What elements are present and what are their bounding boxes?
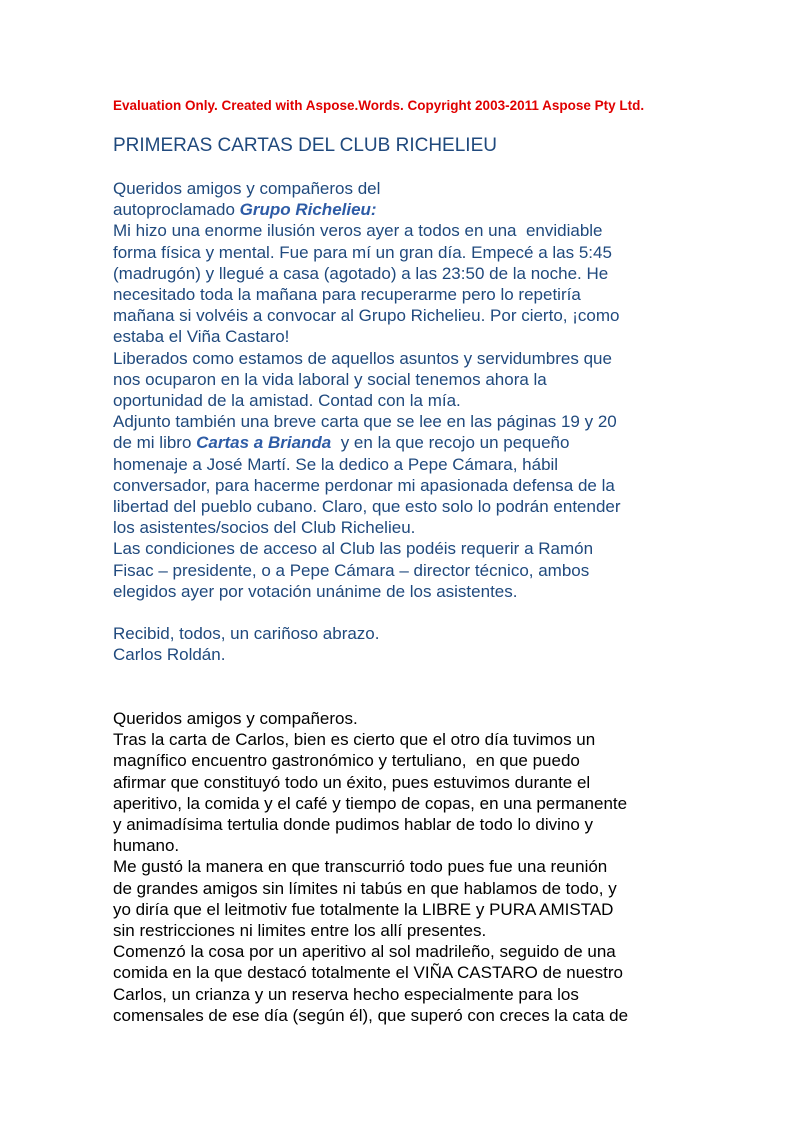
text-line: comida en la que destacó totalmente el VIÑA CASTARO de nuestro xyxy=(113,963,623,983)
text-line: Carlos, un crianza y un reserva hecho especialmente para los xyxy=(113,984,579,1004)
line-suffix: y en la que recojo un pequeño xyxy=(331,433,570,453)
text-line: conversador, para hacerme perdonar mi apasionada defensa de la xyxy=(113,475,615,495)
grupo-richelieu-emphasis: Grupo Richelieu: xyxy=(239,200,377,220)
text-line: Mi hizo una enorme ilusión veros ayer a todos en una envidiable xyxy=(113,221,603,241)
text-line: Recibid, todos, un cariñoso abrazo. xyxy=(113,624,380,644)
text-line: Comenzó la cosa por un aperitivo al sol madrileño, seguido de una xyxy=(113,942,616,962)
text-line xyxy=(113,199,723,220)
text-line: de grandes amigos sin límites ni tabús en que hablamos de todo, y xyxy=(113,878,617,898)
text-line: Fisac – presidente, o a Pepe Cámara – director técnico, ambos xyxy=(113,560,590,580)
text-line: magnífico encuentro gastronómico y tertuliano, en que puedo xyxy=(113,751,580,771)
text-line: Adjunto también una breve carta que se lee en las páginas 19 y 20 xyxy=(113,412,617,432)
letter-1-closing xyxy=(113,623,723,665)
letter-1-body-continued xyxy=(113,454,723,602)
text-line: (madrugón) y llegué a casa (agotado) a las 23:50 de la noche. He xyxy=(113,263,609,283)
blank-line xyxy=(113,666,723,687)
letter-1-opening xyxy=(113,178,723,199)
text-line: Liberados como estamos de aquellos asuntos y servidumbres que xyxy=(113,348,612,368)
text-line: estaba el Viña Castaro! xyxy=(113,327,290,347)
text-line: oportunidad de la amistad. Contad con la mía. xyxy=(113,391,461,411)
text-line: Me gustó la manera en que transcurrió todo pues fue una reunión xyxy=(113,857,608,877)
letter-1-body xyxy=(113,220,723,432)
text-line: comensales de ese día (según él), que superó con creces la cata de xyxy=(113,1005,629,1025)
text-line: yo diría que el leitmotiv fue totalmente la LIBRE y PURA AMISTAD xyxy=(113,899,614,919)
letter-1 xyxy=(113,178,723,666)
text-line: nos ocuparon en la vida laboral y social tenemos ahora la xyxy=(113,369,547,389)
line-prefix: autoproclamado xyxy=(113,200,240,220)
blank-line xyxy=(113,687,723,708)
text-line: afirmar que constituyó todo un éxito, pues estuvimos durante el xyxy=(113,772,591,792)
text-line: Tras la carta de Carlos, bien es cierto que el otro día tuvimos un xyxy=(113,730,596,750)
text-line: Las condiciones de acceso al Club las podéis requerir a Ramón xyxy=(113,539,594,559)
text-line: los asistentes/socios del Club Richelieu. xyxy=(113,518,416,538)
letter-2-body xyxy=(113,708,723,1026)
text-line: forma física y mental. Fue para mí un gran día. Empecé a las 5:45 xyxy=(113,242,612,262)
cartas-a-brianda-emphasis: Cartas a Brianda xyxy=(196,433,332,453)
text-line: libertad del pueblo cubano. Claro, que esto solo lo podrán entender xyxy=(113,497,621,517)
text-line: Queridos amigos y compañeros. xyxy=(113,709,358,729)
letter-2 xyxy=(113,708,723,1026)
evaluation-watermark: Evaluation Only. Created with Aspose.Words. Copyright 2003-2011 Aspose Pty Ltd. xyxy=(113,98,645,113)
text-line: necesitado toda la mañana para recuperarme pero lo repetiría xyxy=(113,285,581,305)
text-line: y animadísima tertulia donde pudimos hablar de todo lo divino y xyxy=(113,815,594,835)
text-line xyxy=(113,432,723,453)
line-prefix: de mi libro xyxy=(113,433,197,453)
document-content xyxy=(113,97,723,1026)
text-line: humano. xyxy=(113,836,180,856)
text-line: elegidos ayer por votación unánime de los asistentes. xyxy=(113,581,518,601)
blank-line xyxy=(113,602,723,623)
page-title: PRIMERAS CARTAS DEL CLUB RICHELIEU xyxy=(113,135,497,156)
text-line: mañana si volvéis a convocar al Grupo Richelieu. Por cierto, ¡como xyxy=(113,306,620,326)
text-line: Carlos Roldán. xyxy=(113,645,226,665)
text-line: homenaje a José Martí. Se la dedico a Pepe Cámara, hábil xyxy=(113,454,559,474)
text-line: aperitivo, la comida y el café y tiempo de copas, en una permanente xyxy=(113,793,628,813)
text-line: sin restricciones ni limites entre los allí presentes. xyxy=(113,921,487,941)
text-line: Queridos amigos y compañeros del xyxy=(113,179,381,198)
